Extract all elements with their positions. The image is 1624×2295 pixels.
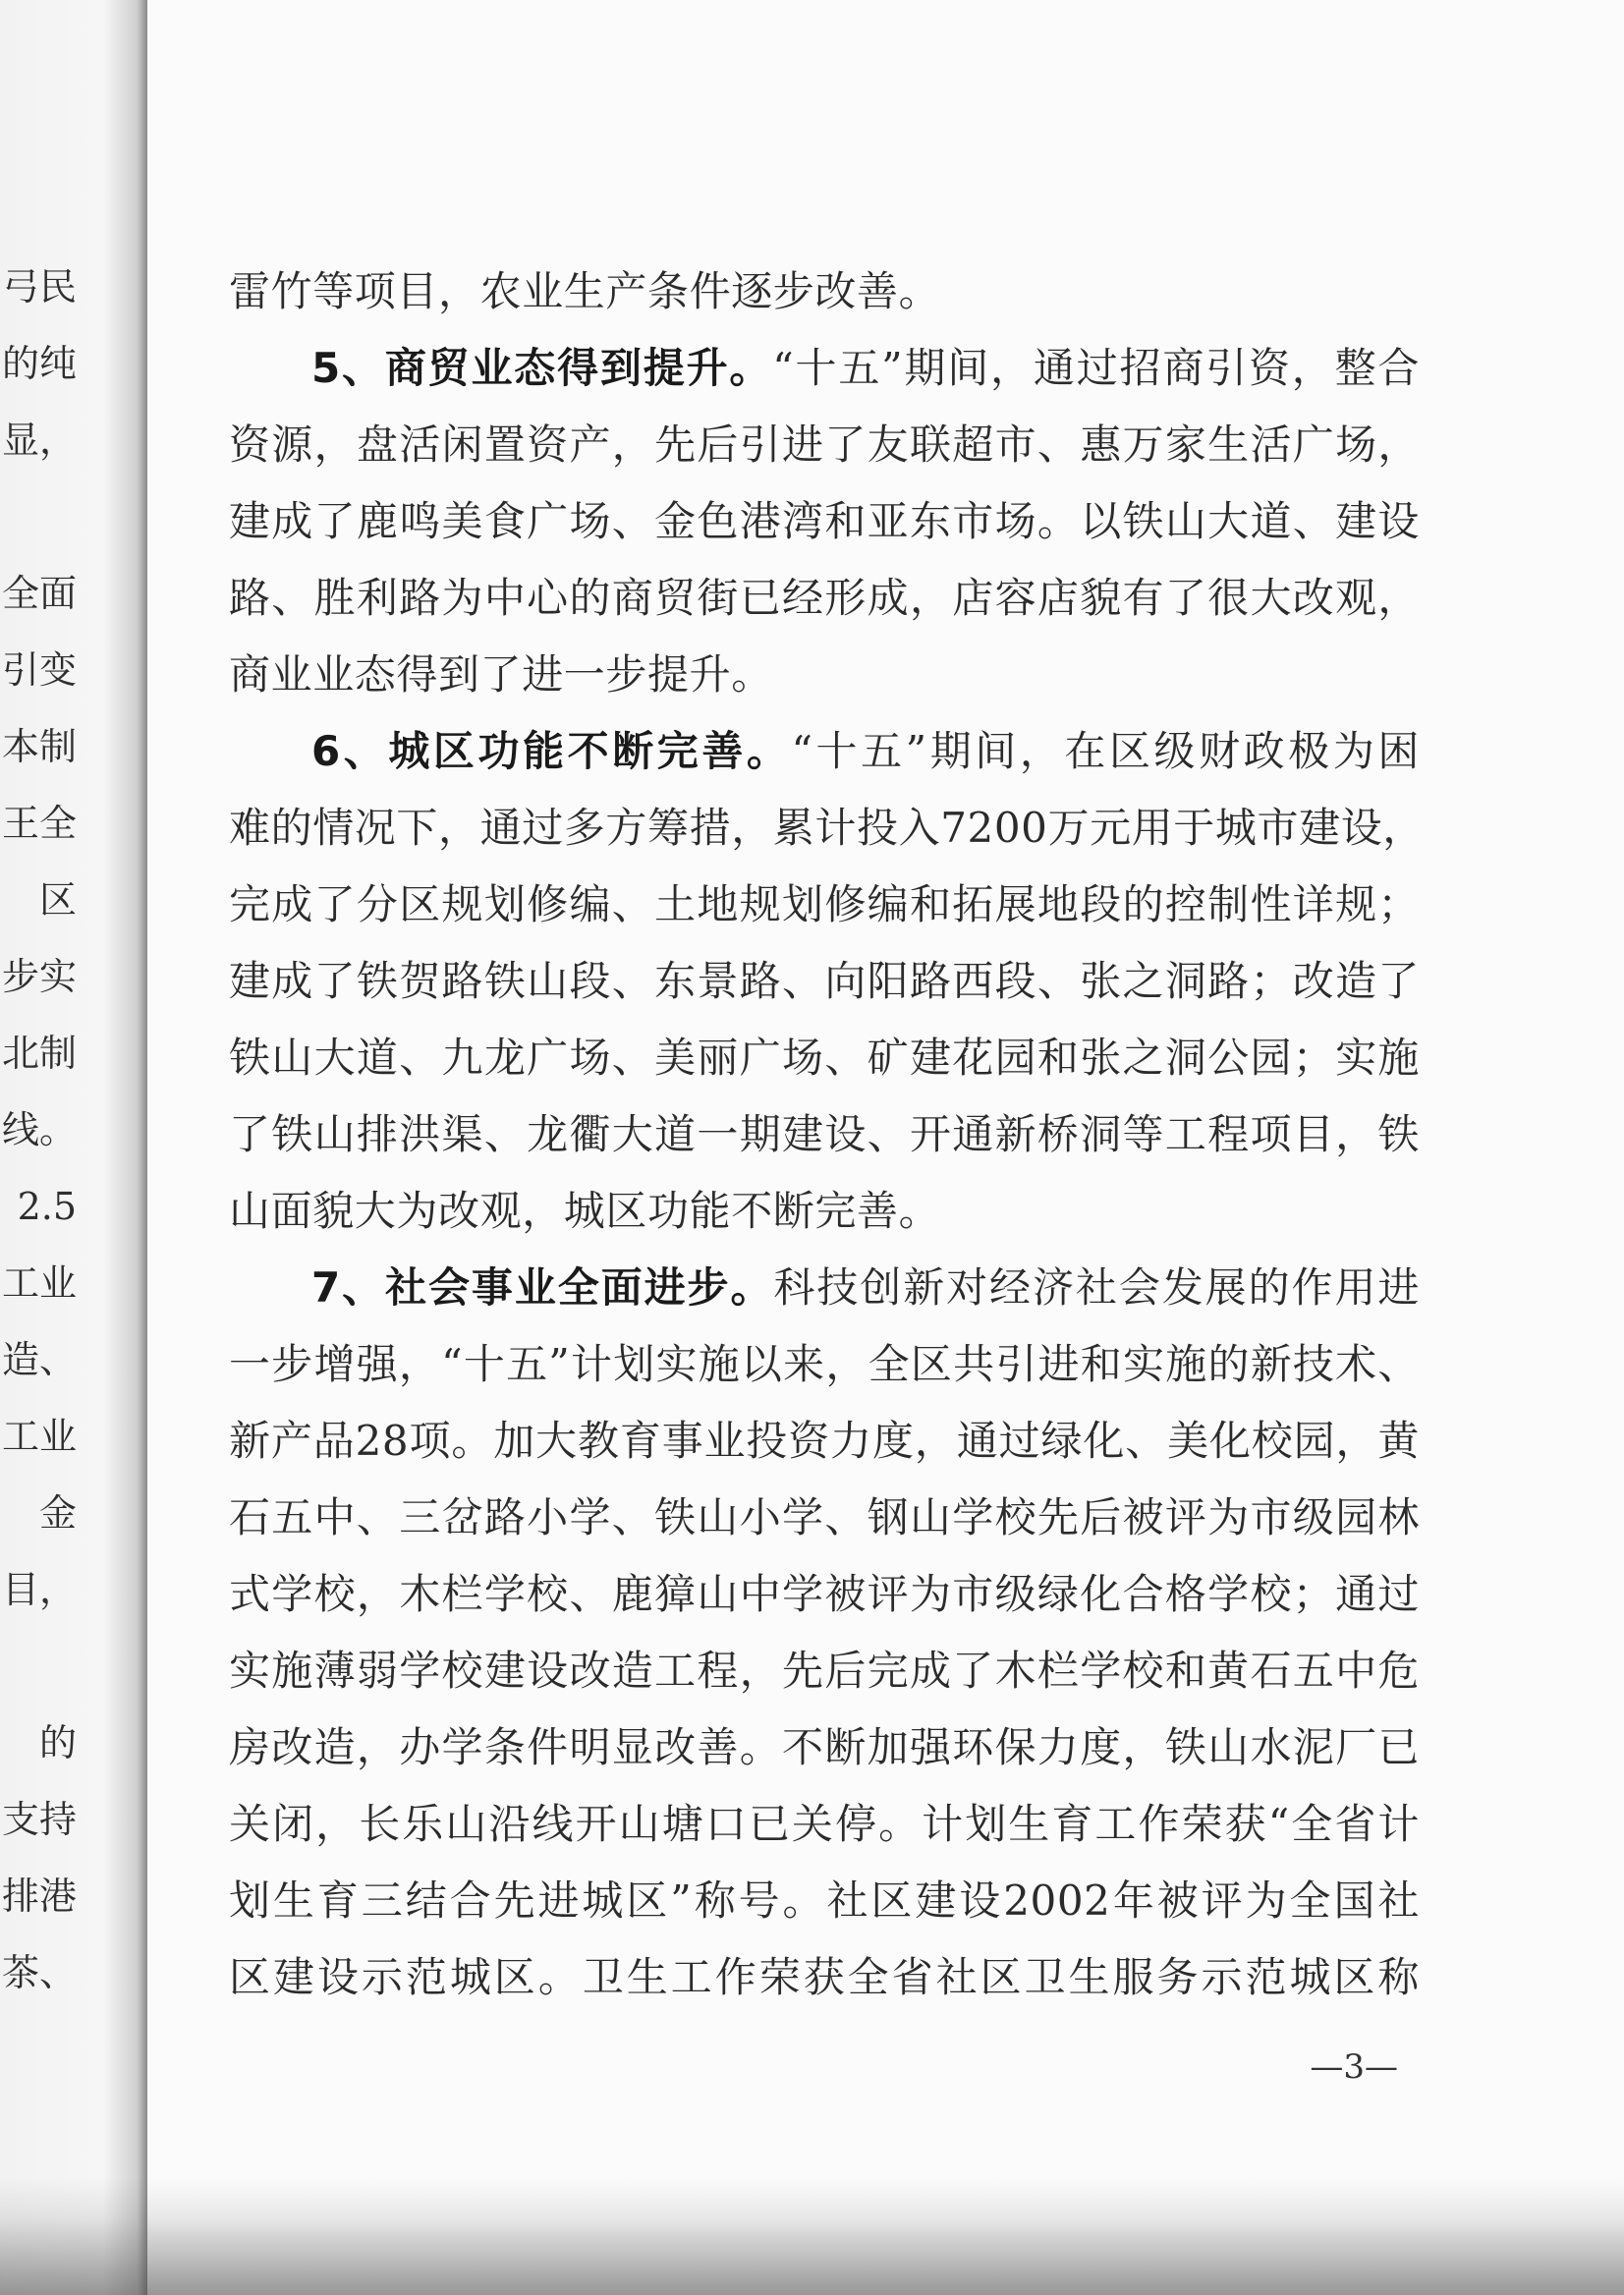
text-line: 划生育三结合先进城区”称号。社区建设2002年被评为全国社 <box>229 1876 1420 1925</box>
margin-fragment: 弓民 <box>1 265 77 308</box>
margin-fragment: 全面 <box>1 572 77 615</box>
text-run: “十五”期间，通过招商引资，整合 <box>772 344 1421 392</box>
text-line: 新产品28项。加大教育事业投资力度，通过绿化、美化校园，黄 <box>229 1417 1420 1465</box>
margin-fragment: 显， <box>1 419 77 462</box>
text-line: 路、胜利路为中心的商贸街已经形成，店容店貌有了很大改观， <box>229 574 1420 622</box>
page-number: —3— <box>1310 2047 1398 2087</box>
text-line: 山面貌大为改观，城区功能不断完善。 <box>229 1187 941 1235</box>
margin-fragment: 的纯 <box>1 342 77 385</box>
section-heading: 7、社会事业全面进步。 <box>311 1263 774 1312</box>
text-line: 石五中、三岔路小学、铁山小学、钢山学校先后被评为市级园林 <box>229 1493 1420 1541</box>
margin-fragment: 金 <box>38 1491 77 1535</box>
margin-fragment: 区 <box>38 878 77 922</box>
text-line: 了铁山排洪渠、龙衢大道一期建设、开通新桥洞等工程项目，铁 <box>229 1110 1420 1158</box>
margin-fragment: 目， <box>1 1568 77 1611</box>
text-line: 完成了分区规划修编、土地规划修编和拓展地段的控制性详规； <box>229 880 1420 928</box>
margin-fragment: 王全 <box>1 802 77 845</box>
text-line: 铁山大道、九龙广场、美丽广场、矿建花园和张之洞公园；实施 <box>229 1034 1420 1082</box>
text-line: 关闭，长乐山沿线开山塘口已关停。计划生育工作荣获“全省计 <box>229 1800 1420 1848</box>
text-line <box>229 330 1420 407</box>
margin-fragment: 工业 <box>1 1261 77 1305</box>
scan-bottom-shadow <box>0 2177 1624 2295</box>
text-line: 商业业态得到了进一步提升。 <box>229 650 773 699</box>
text-line: 区建设示范城区。卫生工作荣获全省社区卫生服务示范城区称 <box>229 1953 1420 2001</box>
margin-fragment: 2.5 <box>17 1185 77 1228</box>
body-text <box>229 253 1425 2016</box>
margin-fragment: 造、 <box>1 1338 77 1381</box>
margin-fragment: 排港 <box>1 1875 77 1918</box>
text-line: 难的情况下，通过多方筹措，累计投入7200万元用于城市建设， <box>229 804 1425 852</box>
margin-fragment: 工业 <box>1 1415 77 1458</box>
section-heading: 5、商贸业态得到提升。 <box>311 344 773 392</box>
text-run: 科技创新对经济社会发展的作用进 <box>773 1263 1420 1312</box>
text-line <box>229 713 1420 790</box>
text-line: 建成了鹿鸣美食广场、金色港湾和亚东市场。以铁山大道、建设 <box>229 497 1420 545</box>
previous-page-margin <box>0 0 116 2063</box>
text-line: 雷竹等项目，农业生产条件逐步改善。 <box>229 267 941 315</box>
margin-fragment: 线。 <box>1 1108 77 1151</box>
text-line: 资源，盘活闲置资产，先后引进了友联超市、惠万家生活广场， <box>229 420 1420 469</box>
text-line <box>229 1250 1420 1326</box>
margin-fragment: 引变 <box>1 648 77 692</box>
margin-fragment: 支持 <box>1 1798 77 1841</box>
section-heading: 6、城区功能不断完善。 <box>311 727 792 775</box>
margin-fragment: 的 <box>38 1721 77 1764</box>
text-line: 一步增强，“十五”计划实施以来，全区共引进和实施的新技术、 <box>229 1340 1420 1388</box>
margin-fragment: 茶、 <box>1 1951 77 1994</box>
margin-fragment: 步实 <box>1 955 77 998</box>
text-run: “十五”期间，在区级财政极为困 <box>791 727 1420 775</box>
text-line: 建成了铁贺路铁山段、东景路、向阳路西段、张之洞路；改造了 <box>229 957 1420 1005</box>
text-line: 房改造，办学条件明显改善。不断加强环保力度，铁山水泥厂已 <box>229 1723 1420 1771</box>
margin-fragment: 本制 <box>1 725 77 768</box>
margin-fragment: 北制 <box>1 1032 77 1075</box>
text-line: 式学校，木栏学校、鹿獐山中学被评为市级绿化合格学校；通过 <box>229 1570 1420 1618</box>
text-line: 实施薄弱学校建设改造工程，先后完成了木栏学校和黄石五中危 <box>229 1647 1420 1695</box>
